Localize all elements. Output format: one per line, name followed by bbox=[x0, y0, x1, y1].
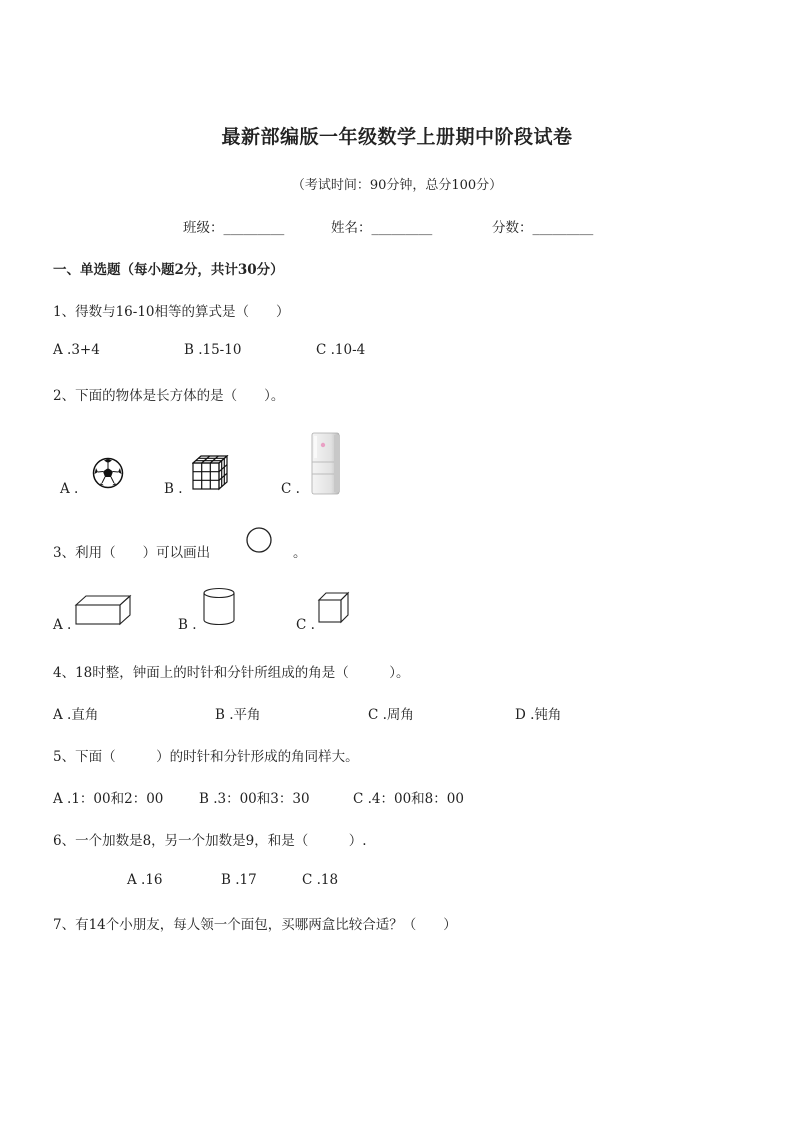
question-2-option-c: C . bbox=[281, 481, 300, 497]
question-4-option-a: A .直角 bbox=[53, 707, 99, 723]
class-field: 班级：_________ bbox=[183, 220, 285, 236]
question-3-stem: 3、利用（ ）可以画出 bbox=[53, 545, 211, 561]
question-5-option-a: A .1：00和2：00 bbox=[53, 791, 164, 807]
question-6-option-b: B .17 bbox=[221, 872, 257, 888]
exam-subtitle: （考试时间：90分钟，总分100分） bbox=[291, 178, 503, 193]
question-4-stem: 4、18时整，钟面上的时针和分针所组成的角是（ ）。 bbox=[53, 665, 410, 681]
page-title: 最新部编版一年级数学上册期中阶段试卷 bbox=[221, 126, 573, 148]
question-4-option-d: D .钝角 bbox=[515, 707, 562, 723]
question-3-option-c: C . bbox=[296, 617, 315, 633]
question-6-option-a: A .16 bbox=[127, 872, 163, 888]
question-1-option-a: A .3+4 bbox=[53, 342, 100, 358]
soccer-ball-icon bbox=[92, 457, 124, 489]
question-5-stem: 5、下面（ ）的时针和分针形成的角同样大。 bbox=[53, 749, 359, 765]
cuboid-icon bbox=[73, 594, 133, 626]
question-1-option-b: B .15-10 bbox=[184, 342, 242, 358]
cube-icon bbox=[316, 591, 352, 625]
question-4-option-b: B .平角 bbox=[215, 707, 261, 723]
section-heading: 一、单选题（每小题2分，共计30分） bbox=[53, 262, 284, 278]
score-field: 分数：_________ bbox=[492, 220, 594, 236]
question-2-option-a: A . bbox=[60, 481, 79, 497]
question-1-option-c: C .10-4 bbox=[316, 342, 366, 358]
rubiks-cube-icon bbox=[192, 455, 230, 491]
question-7-stem: 7、有14个小朋友，每人领一个面包，买哪两盒比较合适？（ ） bbox=[53, 917, 457, 933]
question-2-option-b: B . bbox=[164, 481, 183, 497]
cylinder-icon bbox=[200, 586, 238, 628]
refrigerator-icon bbox=[309, 432, 343, 496]
question-1-stem: 1、得数与16-10相等的算式是（ ） bbox=[53, 304, 290, 320]
question-3-stem-end: 。 bbox=[293, 545, 307, 561]
question-2-stem: 2、下面的物体是长方体的是（ ）。 bbox=[53, 388, 285, 404]
question-3-option-b: B . bbox=[178, 617, 197, 633]
question-6-stem: 6、一个加数是8，另一个加数是9，和是（ ）. bbox=[53, 833, 367, 849]
question-3-option-a: A . bbox=[53, 617, 72, 633]
question-4-option-c: C .周角 bbox=[368, 707, 414, 723]
question-5-option-b: B .3：00和3：30 bbox=[199, 791, 310, 807]
question-5-option-c: C .4：00和8：00 bbox=[353, 791, 464, 807]
circle-icon bbox=[245, 527, 275, 554]
question-6-option-c: C .18 bbox=[302, 872, 339, 888]
name-field: 姓名：_________ bbox=[331, 220, 433, 236]
